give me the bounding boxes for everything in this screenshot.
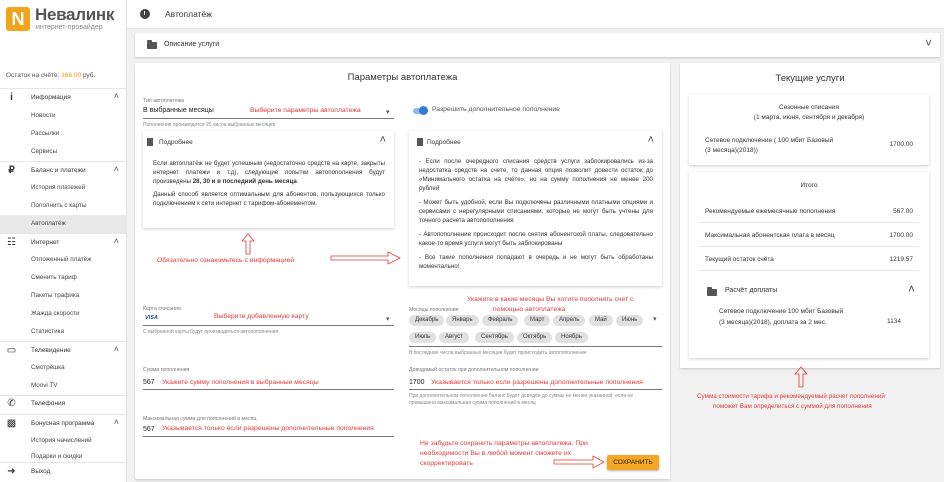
sidebar-item-label: Статистика (31, 328, 65, 335)
chevron-up-icon[interactable]: ˄ (907, 282, 915, 296)
total-row-label: Рекомендуемые ежемесячные пополнения (705, 208, 836, 215)
services-accordion-label: Описание услуги (164, 41, 220, 48)
sidebar-divider (0, 233, 127, 234)
sidebar-section-phone[interactable] (0, 397, 127, 411)
balance-amount: 166.00 (61, 72, 82, 79)
chevron-up-icon[interactable]: ˄ (379, 134, 386, 146)
totals-box (689, 172, 929, 358)
balance-currency: руб. (82, 72, 96, 79)
sidebar-divider (0, 462, 127, 463)
annotation-read-info: Обязательно ознакомьтесь с информацией (157, 257, 295, 264)
month-chip[interactable]: Октябрь (517, 332, 552, 343)
arrow-up-icon (794, 366, 808, 388)
sidebar-item-speed[interactable] (0, 305, 127, 323)
sidebar-item-label: Отложенный платёж (31, 256, 92, 263)
seasonal-service-value: 1700.00 (889, 141, 913, 148)
sidebar-divider (0, 341, 127, 342)
sidebar-section-label: Телевидение (31, 347, 71, 354)
sidebar-item-label: История начислений (31, 437, 92, 444)
month-chip[interactable]: Июль (409, 332, 436, 343)
month-chip[interactable]: Май (589, 315, 613, 326)
info-icon: i (10, 92, 13, 103)
annotation-min-balance: Указывается только если разрешены дополнительные пополнения (431, 379, 643, 386)
month-chip[interactable]: Ноябрь (555, 332, 588, 343)
sidebar-item-autopay[interactable] (0, 215, 127, 233)
sidebar-item-topup-card[interactable] (0, 197, 127, 215)
sidebar-item-mailings[interactable] (0, 125, 127, 143)
autopay-type-underline (143, 118, 394, 119)
sidebar-section-balance[interactable] (0, 164, 127, 178)
top-bar (127, 0, 944, 29)
sidebar-divider (0, 414, 127, 415)
caret-down-icon[interactable]: ▾ (386, 316, 390, 323)
tv-icon: ▭ (6, 345, 17, 356)
chevron-up-icon[interactable]: ˄ (113, 164, 119, 174)
folder-icon (707, 289, 717, 296)
arrow-right-icon (330, 251, 402, 265)
annotation-choose-params: Выберите параметры автоплатежа (250, 107, 361, 114)
ruble-icon: ₽ (8, 165, 15, 176)
row-divider (699, 222, 919, 223)
info-text-p4: - Все такие пополнения попадают в очередь и не могут быть обработаны моментально! (419, 254, 653, 270)
chevron-up-icon[interactable]: ˄ (113, 236, 119, 246)
folder-icon (147, 42, 157, 49)
info-text-p1: Если автоплатёж не будет успешным (недостаточно средств на карте, закрыты интернет платежи и т.д), следующие попытки автопополнения будут произведены (153, 160, 385, 185)
sidebar-divider (0, 88, 127, 89)
info-text-bold: 28, 30 и в последний день месяца (192, 178, 297, 185)
brand-name: Невалинк (35, 5, 115, 24)
services-accordion[interactable] (135, 33, 940, 57)
sidebar-item-statistics[interactable] (0, 323, 127, 341)
annotation-choose-card: Выберите добавленную карту (214, 313, 309, 320)
annotation-max: Указывается только если разрешены дополнительные пополнения (162, 425, 374, 432)
sidebar-item-label: Сервисы (31, 148, 58, 155)
logout-icon: ➜ (7, 466, 16, 477)
sidebar-item-label: Пакеты трафика (31, 292, 80, 299)
caret-down-icon[interactable]: ▾ (653, 316, 657, 323)
annotation-save-line2: необходимости Вы в любой момент сможете их (420, 450, 572, 457)
autopay-type-hint: Пополнения производятся 25 числа выбранных месяцев (143, 122, 276, 128)
card-hint: С выбранной карты будут производиться автопополнения (143, 329, 279, 335)
caret-down-icon[interactable]: ▾ (386, 109, 390, 116)
month-chip[interactable]: Август (439, 332, 469, 343)
sidebar-section-label: Телефония (31, 400, 66, 407)
arrow-right-icon (553, 455, 605, 469)
logout-link[interactable] (0, 465, 127, 479)
month-chip[interactable]: Июнь (616, 315, 643, 326)
annotation-save-line3: скорректировать (420, 460, 473, 467)
sidebar-divider (0, 161, 127, 162)
total-row-label: Текущий остаток счёта (705, 256, 774, 263)
card-underline (143, 325, 394, 326)
total-row-value: 567.00 (893, 208, 913, 215)
chevron-up-icon[interactable]: ˄ (113, 417, 119, 427)
calc-value: 1134 (887, 318, 901, 325)
seasonal-title: Сезонные списания (779, 104, 839, 111)
sidebar-section-label: Бонусная программа (31, 420, 95, 427)
seasonal-service-name-2: (3 месяца)(2018)) (705, 147, 758, 154)
info-box-left (143, 131, 394, 228)
chevron-up-icon[interactable]: ˄ (113, 344, 119, 354)
card-label: Карта списания (143, 306, 181, 312)
sidebar-item-services[interactable] (0, 143, 127, 161)
totals-title: Итого (800, 182, 818, 189)
info-text-p2: Данный способ является оптимальным для абонентов, пользующихся только подключением к сети интернет с тарифом-абонементом. (153, 191, 385, 207)
calc-line-2: (3 месяца)(2018), доплата за 2 мес. (719, 319, 827, 326)
sidebar-section-label: Информация (31, 94, 71, 101)
balance-label: Остаток на счёте: (6, 72, 60, 79)
sidebar-item-label: Пополнить с карты (31, 202, 87, 209)
autopay-type-select[interactable]: В выбранные месяцы (143, 107, 214, 114)
info-box-right (409, 131, 662, 286)
autopay-type-label: Тип автоплатежа (143, 98, 184, 104)
sidebar-item-gifts[interactable] (0, 448, 127, 466)
month-chip[interactable]: Декабрь (409, 315, 444, 326)
month-chip[interactable]: Январь (446, 315, 479, 326)
sidebar-section-label: Баланс и платежи (31, 167, 86, 174)
total-row-label: Максимальная абонентская плата в месяц (705, 232, 835, 239)
months-underline (409, 346, 662, 347)
sidebar-section-tv[interactable] (0, 344, 127, 358)
sidebar-item-label: Moovi TV (31, 382, 58, 389)
document-icon (147, 138, 153, 146)
sidebar-item-change-tariff[interactable] (0, 269, 127, 287)
row-divider (699, 270, 919, 271)
extra-topup-toggle[interactable] (413, 108, 427, 114)
seasonal-subtitle: (1 марта, июня, сентября и декабря) (753, 114, 865, 121)
info-box-text (153, 159, 385, 208)
info-text-p3: - Автопополнение происходит после снятия абонентской платы, следовательно какое-то время услуги могут быть заблокированы (419, 231, 653, 247)
info-text-p1: - Если после очередного списания средств услуги заблокировались из-за недостатка средств на счете, то данная опция позволит довести остаток до «Минимального остатка на счёте», но на сумму пополнения не менее 200 рублей (419, 158, 653, 192)
chevron-down-icon[interactable]: ˅ (924, 36, 932, 50)
info-box-heading: Подробнее (427, 139, 461, 146)
card-select[interactable]: VISA (145, 315, 158, 321)
sidebar-item-label: Автоплатёж (31, 220, 66, 227)
sidebar-section-label: Интернет (31, 239, 60, 246)
annotation-amount: Укажите сумму пополнения в выбранные месяцы (162, 379, 319, 386)
info-box-heading: Подробнее (159, 139, 193, 146)
calc-title: Расчёт доплаты (725, 287, 778, 294)
sidebar-section-internet[interactable] (0, 236, 127, 250)
account-balance (6, 72, 95, 79)
sidebar-item-traffic-packages[interactable] (0, 287, 127, 305)
sidebar-item-label: История платежей (31, 184, 86, 191)
clock-icon (140, 9, 150, 19)
sidebar-section-bonus[interactable] (0, 417, 127, 431)
sidebar-item-label: Подарки и скидки (31, 453, 83, 460)
max-underline (143, 436, 394, 437)
sidebar-divider (0, 395, 127, 396)
arrow-up-icon (240, 233, 256, 255)
amount-underline (143, 389, 394, 390)
sidebar-item-deferred-payment[interactable] (0, 251, 127, 269)
logout-label: Выход (31, 468, 51, 475)
min-balance-label: Доводимый остаток при дополнительном пополнении (409, 367, 539, 373)
sidebar-item-label: Сменить тариф (31, 274, 77, 281)
seasonal-charges-box (689, 95, 929, 165)
sidebar-item-label: Жажда скорости (31, 310, 80, 317)
sidebar-item-news[interactable] (0, 107, 127, 125)
annotation-side-line2: поможет Вам определиться с суммой для пополнения (713, 403, 872, 410)
sidebar-item-label: Новости (31, 112, 56, 119)
brand-logo[interactable] (6, 5, 121, 35)
sidebar-item-moovi[interactable] (0, 377, 127, 395)
autopay-title: Параметры автоплатежа (347, 72, 458, 83)
annotation-months-line2: помощью автоплатежа (493, 306, 566, 313)
sidebar-item-payment-history[interactable] (0, 179, 127, 197)
total-row-value: 1700.00 (889, 232, 913, 239)
phone-icon: ✆ (7, 398, 16, 409)
annotation-side-line1: Сумма стоимости тарифа и рекомендуемый расчет пополнений (697, 393, 885, 400)
save-button[interactable]: СОХРАНИТЬ (607, 455, 659, 470)
document-icon (417, 138, 423, 146)
current-services-title: Текущие услуги (775, 73, 845, 84)
sidebar-item-smotreshka[interactable] (0, 359, 127, 377)
max-label: Максимальная сумма для пополнений в месяц (143, 416, 257, 422)
page-title: Автоплатёж (165, 9, 212, 19)
min-balance-underline (409, 389, 662, 390)
months-label: Месяцы пополнения (409, 307, 459, 313)
brand-tagline: интернет-провайдер (36, 24, 103, 31)
annotation-save-line1: Не забудьте сохранить параметры автоплатежа. При (420, 440, 588, 447)
min-balance-hint-1: При дополнительном пополнении баланс будет доведён до суммы не менее указанной, если не (409, 393, 634, 399)
month-chip[interactable]: Март (524, 315, 550, 326)
min-balance-input[interactable]: 1700 (409, 379, 425, 386)
calc-line-1: Сетевое подключение 100 мбит Базовый (719, 308, 844, 315)
max-input[interactable]: 567 (143, 426, 155, 433)
gift-icon: ▩ (6, 418, 17, 429)
annotation-months-line1: Укажите в какие месяцы Вы хотите пополнять счет с (467, 296, 634, 303)
info-text-p2: - Может быть удобной, если Вы подключены различными платными опциями и сервисами с нерегулярными списаниями, которые не могут быть учтены для точного расчета автопополнения (419, 199, 653, 224)
info-box-text (419, 157, 653, 271)
extra-topup-label: Разрешить дополнительное пополнение (432, 106, 560, 113)
sidebar (0, 0, 127, 482)
sidebar-item-label: Рассылки (31, 130, 60, 137)
month-chip[interactable]: Апрель (553, 315, 585, 326)
chevron-up-icon[interactable]: ˄ (647, 134, 654, 146)
annotation-months (467, 295, 633, 315)
months-hint: В последние числа выбранных месяцев будет происходить автопополнение (409, 350, 587, 356)
annotation-side (697, 392, 885, 412)
logo-mark-icon: N (6, 7, 30, 31)
month-chip[interactable]: Сентябрь (475, 332, 514, 343)
chevron-up-icon[interactable]: ˄ (113, 91, 119, 101)
seasonal-service-name-1: Сетевое подключение ( 100 мбит Базовый (705, 137, 834, 144)
month-chip[interactable]: Февраль (482, 315, 518, 326)
amount-input[interactable]: 567 (143, 379, 155, 386)
amount-label: Сумма пополнения (143, 367, 190, 373)
sidebar-item-label: Смотрёшка (31, 364, 65, 371)
row-divider (699, 246, 919, 247)
min-balance-hint-2: превышена максимальная сумма пополнений в месяц (409, 400, 536, 406)
total-row-value: 1219.57 (889, 256, 913, 263)
sidebar-section-info[interactable] (0, 91, 127, 105)
network-icon: ☷ (7, 237, 16, 248)
